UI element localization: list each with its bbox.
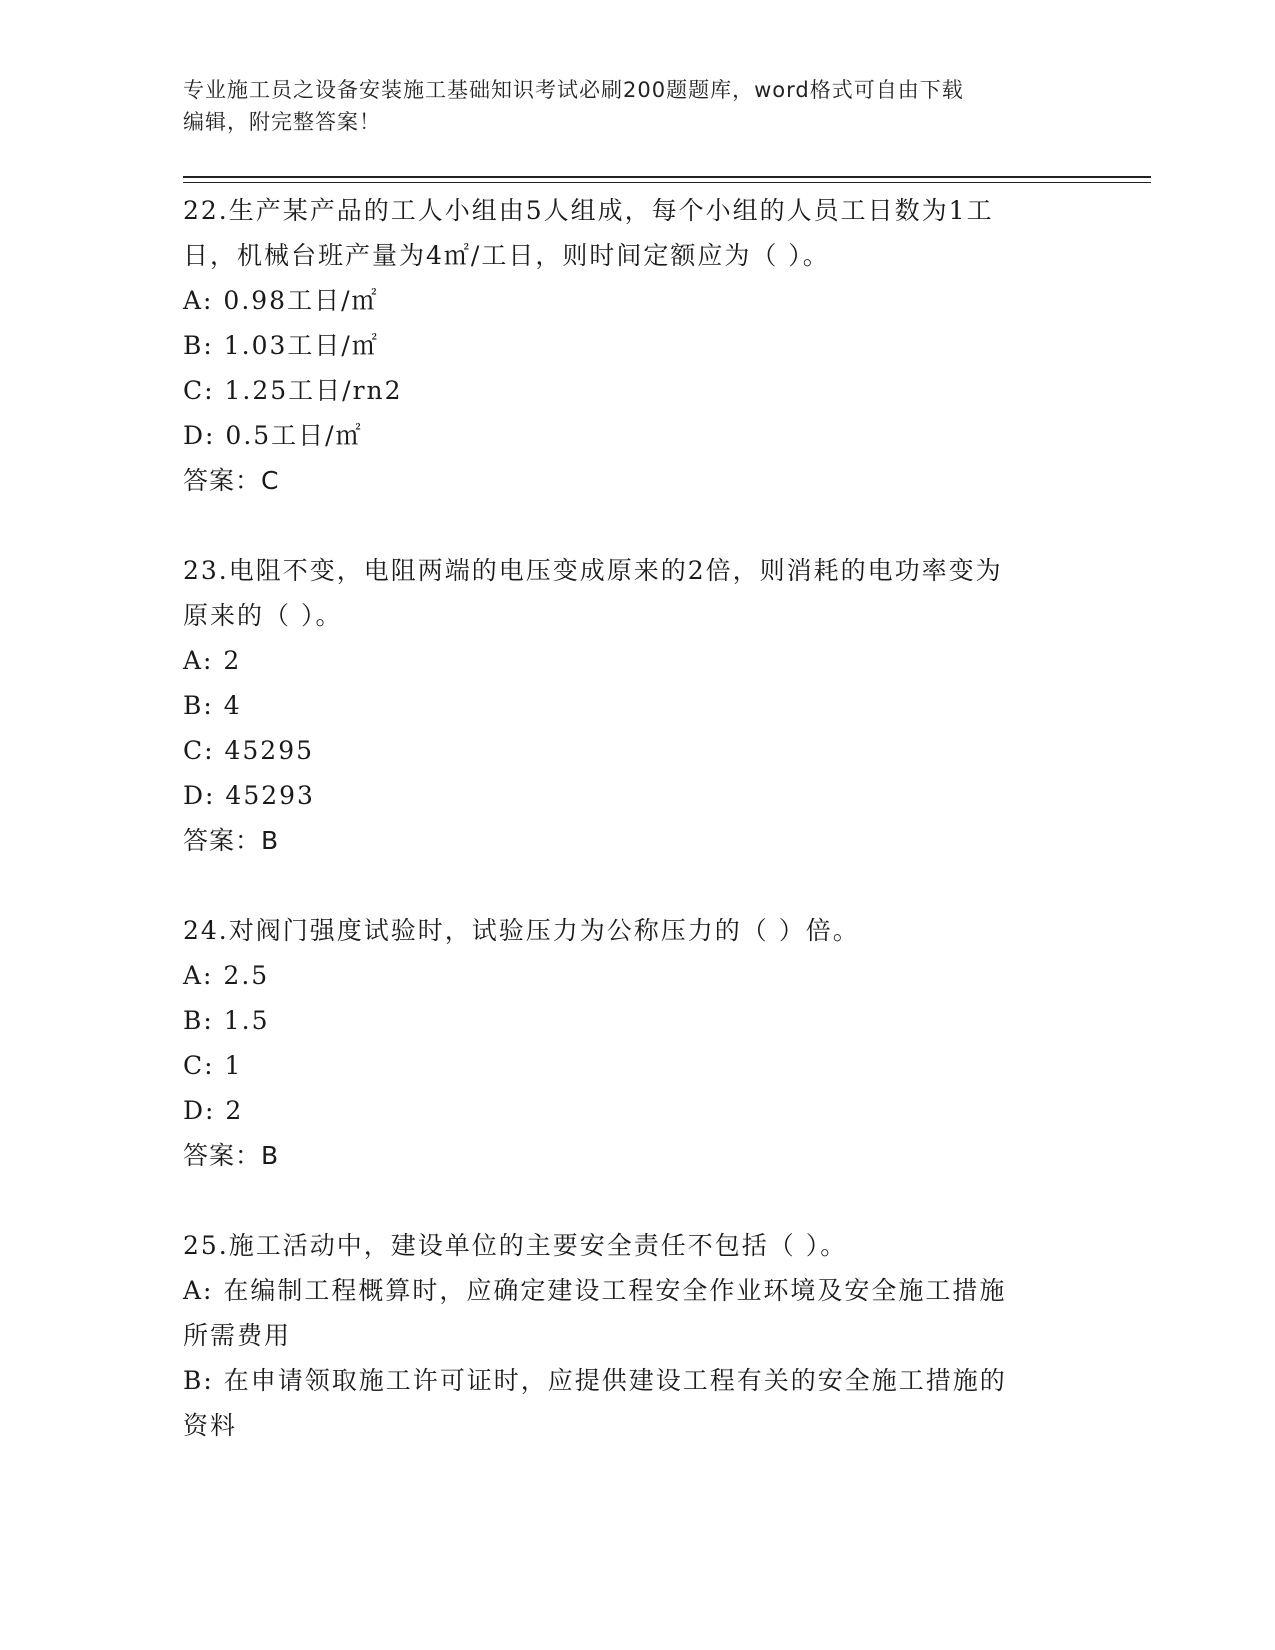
option-b: B: 1.03工日/㎡ bbox=[183, 331, 379, 360]
option-c: C: 45295 bbox=[183, 736, 315, 765]
answer-line: 答案：B bbox=[183, 826, 280, 855]
option-d: D: 0.5工日/㎡ bbox=[183, 421, 363, 450]
header-line: 编辑，附完整答案！ bbox=[183, 110, 381, 134]
option-c: C: 1.25工日/rn2 bbox=[183, 376, 403, 405]
option-a: A: 在编制工程概算时，应确定建设工程安全作业环境及安全施工措施 bbox=[183, 1276, 1007, 1305]
answer-line: 答案：C bbox=[183, 466, 280, 495]
question-block bbox=[183, 1223, 1073, 1448]
question-block bbox=[183, 908, 1073, 1178]
option-a-continued: 所需费用 bbox=[183, 1321, 292, 1350]
question-stem: 原来的（ ）。 bbox=[183, 601, 343, 630]
spacer bbox=[183, 1178, 1073, 1223]
option-b: B: 1.5 bbox=[183, 1006, 270, 1035]
option-a: A: 2.5 bbox=[183, 961, 270, 990]
question-stem: 22.生产某产品的工人小组由5人组成，每个小组的人员工日数为1工 bbox=[183, 196, 994, 225]
header-divider bbox=[183, 176, 1151, 178]
option-b-continued: 资料 bbox=[183, 1411, 238, 1440]
option-a: A: 2 bbox=[183, 646, 242, 675]
question-block bbox=[183, 188, 1073, 503]
option-b: B: 4 bbox=[183, 691, 242, 720]
option-a: A: 0.98工日/㎡ bbox=[183, 286, 379, 315]
document-header bbox=[183, 74, 1063, 138]
question-stem: 24.对阀门强度试验时，试验压力为公称压力的（ ）倍。 bbox=[183, 916, 860, 945]
option-d: D: 45293 bbox=[183, 781, 315, 810]
spacer bbox=[183, 863, 1073, 908]
option-c: C: 1 bbox=[183, 1051, 243, 1080]
header-line: 专业施工员之设备安装施工基础知识考试必刷200题题库，word格式可自由下载 bbox=[183, 78, 964, 102]
answer-line: 答案：B bbox=[183, 1141, 280, 1170]
question-stem: 23.电阻不变，电阻两端的电压变成原来的2倍，则消耗的电功率变为 bbox=[183, 556, 1003, 585]
spacer bbox=[183, 503, 1073, 548]
question-list bbox=[183, 188, 1073, 1448]
option-b: B: 在申请领取施工许可证时，应提供建设工程有关的安全施工措施的 bbox=[183, 1366, 1007, 1395]
question-block bbox=[183, 548, 1073, 863]
question-stem: 日，机械台班产量为4㎡/工日，则时间定额应为（ ）。 bbox=[183, 241, 830, 270]
question-stem: 25.施工活动中，建设单位的主要安全责任不包括（ ）。 bbox=[183, 1231, 848, 1260]
option-d: D: 2 bbox=[183, 1096, 244, 1125]
header-divider bbox=[183, 182, 1151, 183]
